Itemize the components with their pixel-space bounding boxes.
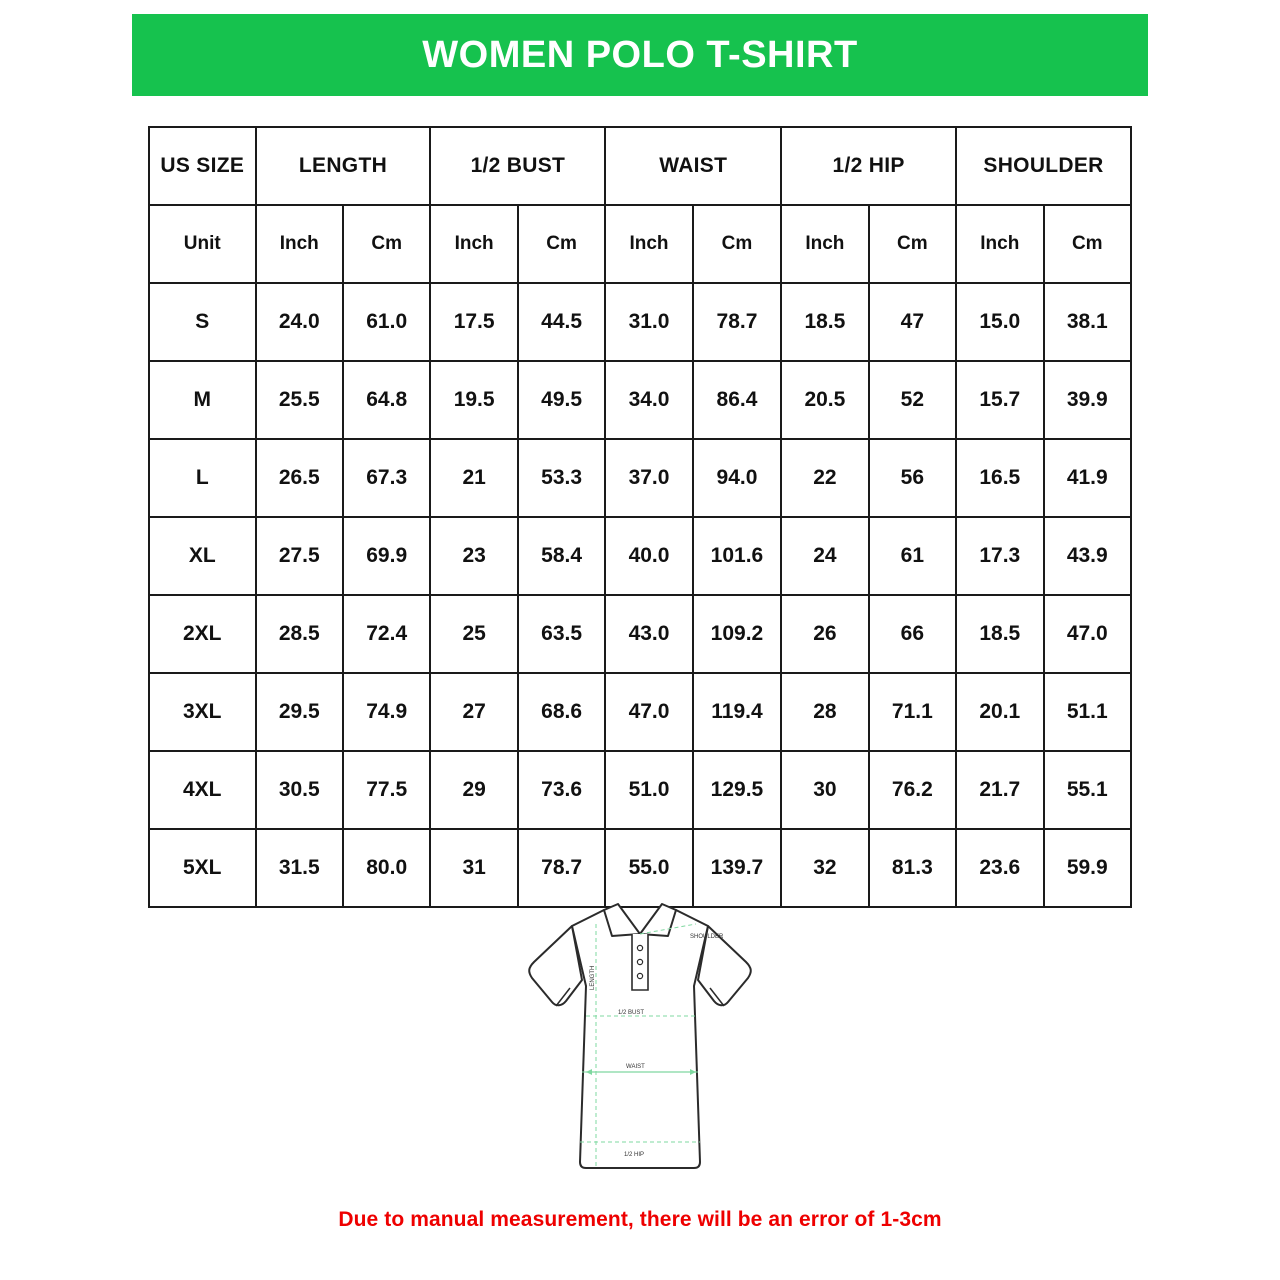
cell-bust-cm: 44.5 (518, 283, 605, 361)
cell-shoulder-cm: 38.1 (1044, 283, 1132, 361)
cell-waist-inch: 51.0 (605, 751, 692, 829)
cell-shoulder-cm: 41.9 (1044, 439, 1132, 517)
header-banner (132, 14, 1148, 96)
cell-hip-inch: 32 (781, 829, 868, 907)
table-unit-header-row (149, 205, 1131, 283)
group-header-waist: WAIST (605, 127, 781, 205)
cell-bust-cm: 53.3 (518, 439, 605, 517)
table-row (149, 595, 1131, 673)
cell-bust-inch: 31 (430, 829, 517, 907)
cell-hip-cm: 56 (869, 439, 956, 517)
group-header-shoulder: SHOULDER (956, 127, 1131, 205)
cell-bust-cm: 78.7 (518, 829, 605, 907)
cell-hip-inch: 30 (781, 751, 868, 829)
cell-waist-inch: 34.0 (605, 361, 692, 439)
cell-waist-cm: 129.5 (693, 751, 781, 829)
size-table-container (148, 126, 1132, 908)
cell-shoulder-cm: 51.1 (1044, 673, 1132, 751)
unit-header-label: Unit (149, 205, 256, 283)
cell-shoulder-inch: 18.5 (956, 595, 1043, 673)
unit-header-bust-inch: Inch (430, 205, 517, 283)
cell-shoulder-inch: 15.0 (956, 283, 1043, 361)
cell-length-inch: 31.5 (256, 829, 343, 907)
row-size-label: 3XL (149, 673, 256, 751)
cell-shoulder-inch: 15.7 (956, 361, 1043, 439)
cell-shoulder-cm: 55.1 (1044, 751, 1132, 829)
measurement-note: Due to manual measurement, there will be an error of 1-3cm (338, 1208, 942, 1231)
cell-hip-inch: 28 (781, 673, 868, 751)
group-header-length: LENGTH (256, 127, 431, 205)
cell-bust-cm: 68.6 (518, 673, 605, 751)
cell-length-inch: 28.5 (256, 595, 343, 673)
cell-shoulder-inch: 23.6 (956, 829, 1043, 907)
unit-header-waist-inch: Inch (605, 205, 692, 283)
cell-hip-inch: 18.5 (781, 283, 868, 361)
cell-length-inch: 25.5 (256, 361, 343, 439)
cell-bust-cm: 49.5 (518, 361, 605, 439)
cell-hip-inch: 26 (781, 595, 868, 673)
group-header-half-hip: 1/2 HIP (781, 127, 956, 205)
cell-bust-inch: 29 (430, 751, 517, 829)
cell-length-inch: 26.5 (256, 439, 343, 517)
label-half-bust: 1/2 BUST (618, 1010, 645, 1016)
cell-waist-inch: 31.0 (605, 283, 692, 361)
group-header-us-size: US SIZE (149, 127, 256, 205)
cell-bust-inch: 23 (430, 517, 517, 595)
label-waist: WAIST (626, 1064, 645, 1070)
cell-bust-inch: 17.5 (430, 283, 517, 361)
cell-shoulder-inch: 20.1 (956, 673, 1043, 751)
cell-hip-inch: 20.5 (781, 361, 868, 439)
cell-shoulder-cm: 39.9 (1044, 361, 1132, 439)
group-header-half-bust: 1/2 BUST (430, 127, 605, 205)
cell-length-inch: 30.5 (256, 751, 343, 829)
size-table (148, 126, 1132, 908)
label-shoulder: SHOULDER (690, 934, 724, 940)
unit-header-shoulder-cm: Cm (1044, 205, 1132, 283)
cell-waist-cm: 94.0 (693, 439, 781, 517)
cell-waist-cm: 109.2 (693, 595, 781, 673)
cell-length-inch: 29.5 (256, 673, 343, 751)
cell-waist-cm: 139.7 (693, 829, 781, 907)
row-size-label: 2XL (149, 595, 256, 673)
cell-shoulder-inch: 17.3 (956, 517, 1043, 595)
cell-shoulder-inch: 16.5 (956, 439, 1043, 517)
cell-length-cm: 74.9 (343, 673, 430, 751)
button-top (637, 945, 642, 950)
table-row (149, 751, 1131, 829)
table-row (149, 439, 1131, 517)
cell-shoulder-inch: 21.7 (956, 751, 1043, 829)
row-size-label: S (149, 283, 256, 361)
unit-header-hip-cm: Cm (869, 205, 956, 283)
row-size-label: L (149, 439, 256, 517)
cell-hip-inch: 22 (781, 439, 868, 517)
cell-shoulder-cm: 43.9 (1044, 517, 1132, 595)
page-title: WOMEN POLO T-SHIRT (422, 34, 858, 76)
cell-length-cm: 67.3 (343, 439, 430, 517)
cell-length-cm: 80.0 (343, 829, 430, 907)
cell-hip-cm: 52 (869, 361, 956, 439)
table-row (149, 361, 1131, 439)
label-length: LENGTH (590, 965, 596, 990)
row-size-label: M (149, 361, 256, 439)
cell-waist-cm: 119.4 (693, 673, 781, 751)
cell-waist-inch: 37.0 (605, 439, 692, 517)
row-size-label: XL (149, 517, 256, 595)
cell-length-inch: 27.5 (256, 517, 343, 595)
polo-shirt-illustration (0, 890, 1280, 1190)
cell-shoulder-cm: 47.0 (1044, 595, 1132, 673)
table-row (149, 283, 1131, 361)
table-row (149, 517, 1131, 595)
cell-length-cm: 61.0 (343, 283, 430, 361)
unit-header-length-inch: Inch (256, 205, 343, 283)
unit-header-shoulder-inch: Inch (956, 205, 1043, 283)
unit-header-hip-inch: Inch (781, 205, 868, 283)
table-row (149, 673, 1131, 751)
cell-bust-cm: 63.5 (518, 595, 605, 673)
cell-waist-inch: 47.0 (605, 673, 692, 751)
cell-waist-cm: 86.4 (693, 361, 781, 439)
cell-length-cm: 72.4 (343, 595, 430, 673)
cell-hip-cm: 71.1 (869, 673, 956, 751)
cell-waist-cm: 101.6 (693, 517, 781, 595)
row-size-label: 4XL (149, 751, 256, 829)
cell-length-cm: 64.8 (343, 361, 430, 439)
cell-length-cm: 69.9 (343, 517, 430, 595)
cell-bust-inch: 27 (430, 673, 517, 751)
button-bottom (637, 973, 642, 978)
unit-header-waist-cm: Cm (693, 205, 781, 283)
cell-hip-inch: 24 (781, 517, 868, 595)
cell-length-inch: 24.0 (256, 283, 343, 361)
cell-bust-inch: 21 (430, 439, 517, 517)
cell-hip-cm: 61 (869, 517, 956, 595)
cell-hip-cm: 47 (869, 283, 956, 361)
cell-hip-cm: 76.2 (869, 751, 956, 829)
cell-waist-inch: 55.0 (605, 829, 692, 907)
cell-hip-cm: 66 (869, 595, 956, 673)
row-size-label: 5XL (149, 829, 256, 907)
cell-hip-cm: 81.3 (869, 829, 956, 907)
cell-bust-inch: 19.5 (430, 361, 517, 439)
unit-header-length-cm: Cm (343, 205, 430, 283)
cell-waist-inch: 40.0 (605, 517, 692, 595)
label-half-hip: 1/2 HIP (624, 1152, 645, 1158)
unit-header-bust-cm: Cm (518, 205, 605, 283)
cell-bust-cm: 58.4 (518, 517, 605, 595)
button-middle (637, 959, 642, 964)
cell-waist-cm: 78.7 (693, 283, 781, 361)
cell-shoulder-cm: 59.9 (1044, 829, 1132, 907)
table-group-header-row (149, 127, 1131, 205)
cell-bust-cm: 73.6 (518, 751, 605, 829)
cell-waist-inch: 43.0 (605, 595, 692, 673)
cell-bust-inch: 25 (430, 595, 517, 673)
cell-length-cm: 77.5 (343, 751, 430, 829)
